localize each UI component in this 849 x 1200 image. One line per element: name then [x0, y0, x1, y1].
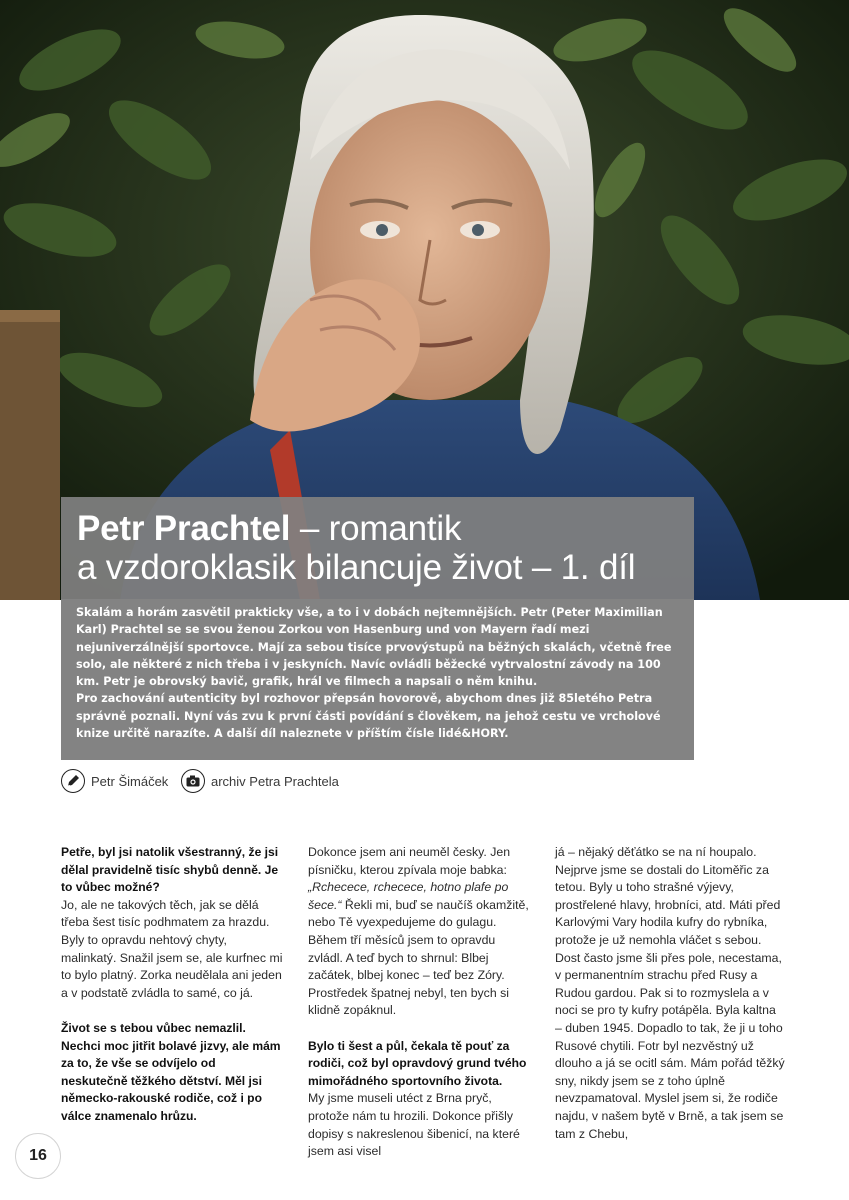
answer-2-start: Dokonce jsem ani neuměl česky. Jen písničku, kterou zpívala moje babka: — [308, 845, 511, 877]
question-1: Petře, byl jsi natolik všestranný, že jsi dělal pravidelně tisíc shybů denně. Je to vůbec možné? — [61, 845, 279, 895]
camera-icon — [181, 769, 205, 793]
question-3: Bylo ti šest a půl, čekala tě pouť za rodiči, což byl opravdový grund tvého mimořádného sportovního života. — [308, 1038, 527, 1088]
photo-credit — [181, 768, 339, 794]
page-number: 16 — [15, 1133, 61, 1179]
perex-paragraph-2: Pro zachování autenticity byl rozhovor přepsán hovorově, abychom dnes již 85letého Petra správně poznali. Nyní vás zvu k první části povídání s člověkem, na jehož cestu ve vrcholové knize určitě narazíte. A další díl naleznete v příštím čísle lidé&HORY. — [76, 692, 661, 741]
column-3 — [555, 844, 785, 1143]
perex-box — [61, 599, 694, 760]
column-1 — [61, 844, 283, 1126]
title-rest: – romantik — [290, 509, 462, 548]
credits — [61, 768, 661, 794]
answer-1: Jo, ale ne takových těch, jak se dělá třeba šest tisíc podhmatem za hrazdu. Byly to opravdu nehtový chyty, malinkatý. Snažil jsem se, ale kurfnec mi to bylo platný. Zorka neudělala ani jeden a v podstatě zvládla to samé, co já. — [61, 897, 283, 1000]
answer-3: My jsme museli utéct z Brna pryč, protože nám tu hrozili. Dokonce přišly dopisy s nakreslenou šibenicí, na které jsem asi visel — [308, 1091, 520, 1159]
author-credit — [61, 768, 168, 794]
answer-2-end: Řekli mi, buď se naučíš okamžitě, nebo Tě vyexpedujeme do gulagu. Během tří měsíců jsem to opravdu zvládl. A teď bych to shrnul: Blbej začátek, blbej konec – teď bez Zóry. Prostředek špatnej nebyl, ten bych si klidně zopáknul. — [308, 897, 529, 1018]
answer-2 — [308, 844, 530, 1020]
title-line2: a vzdoroklasik bilancuje život – 1. díl — [77, 548, 636, 587]
pencil-icon — [61, 769, 85, 793]
perex-paragraph-1: Skalám a horám zasvětil prakticky vše, a to i v dobách nejtemnějších. Petr (Peter Maximilian Karl) Prachtel se se svou ženou Zorkou von Hasenburg und von Mayern řadí mezi nejuniverzálnější sportovce. Mají za sebou tisíce prvovýstupů na běžných skalách, včetně free solo, ale některé z nich třeba i v jeskyních. Navíc ovládli běžecké vytrvalostní závody na 100 km. Petr je obrovský bavič, grafik, hrál ve filmech a napsali o něm knihu. — [76, 606, 672, 689]
author-name: Petr Šimáček — [91, 773, 169, 789]
title-name: Petr Prachtel — [77, 509, 291, 548]
title-box — [61, 497, 694, 599]
article-title — [77, 509, 687, 587]
column-2 — [308, 844, 530, 1161]
question-2: Život se s tebou vůbec nemazlil. Nechci moc jitřit bolavé jizvy, ale mám za to, že vše se odvíjelo od neskutečně těžkého dětství. Měl jsi německo-rakouské rodiče, což i po válce znamenalo hrůzu. — [61, 1020, 281, 1123]
photo-credit-text: archiv Petra Prachtela — [211, 773, 339, 789]
answer-3-continued: já – nějaký děťátko se na ní houpalo. Nejprve jsme se dostali do Litoměřic za tetou. Byly u toho strašné výjevy, prostřelené hlavy, hrobníci, atd. Máti před Karlovými Vary hodila kufry do rybníka, protože je už nemohla vláčet s sebou. Dost často jsme šli přes pole, necestama, v permanentním strachu před Rusy a Rudou gardou. Pak si to rozmyslela a v noci se pro ty kufry potápěla. Byla kaltna – duben 1945. Dopadlo to tak, že ji u toho Rusové chytili. Fotr byl nezvěstný už dlouho a já se ocitl sám. Mám pořád těžký sny, nikdy jsem se z toho úplně nevzpamatoval. Myslel jsem si, že rodiče najdu, v našem bytě v Brně, a tak jsem se tam z Chebu, — [555, 845, 785, 1141]
song-quote: „Rchecece, rchecece, hotno plafe po šece.“ — [308, 880, 509, 912]
perex — [76, 604, 684, 742]
